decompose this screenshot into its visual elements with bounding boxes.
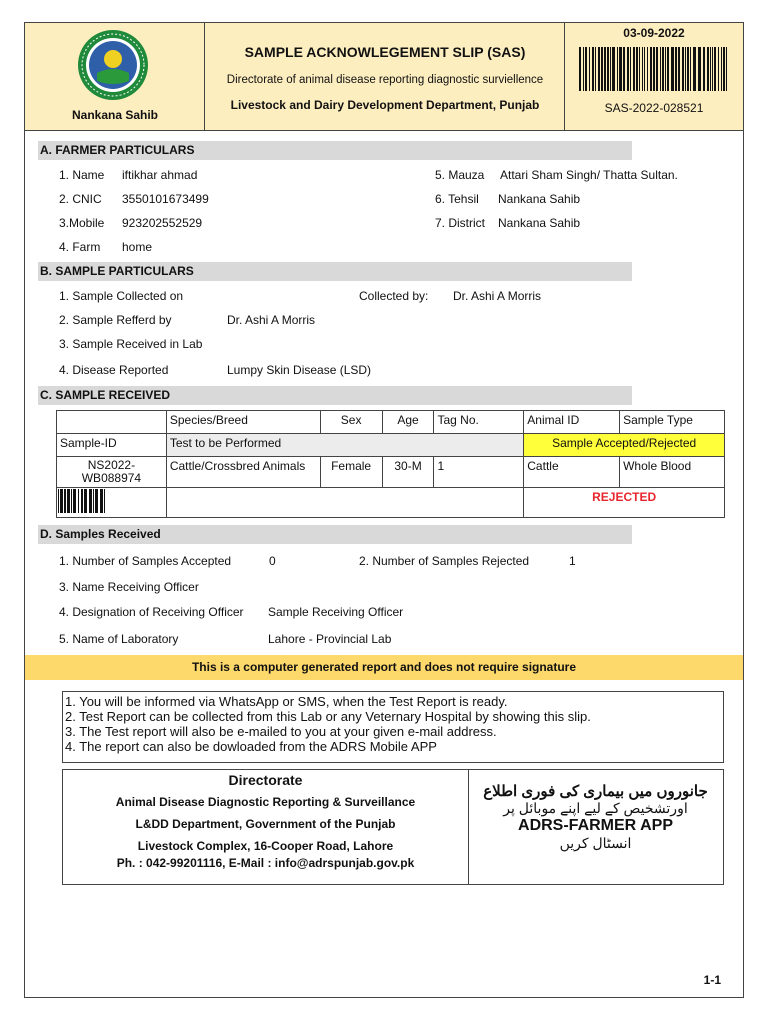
- directorate-line: L&DD Department, Government of the Punjab: [135, 817, 396, 831]
- rejected-label: 2. Number of Samples Rejected: [359, 554, 530, 568]
- slip-header: [25, 23, 743, 131]
- instruction-item: 2. Test Report can be collected from this Lab or any Veternary Hospital by showing this slip.: [65, 709, 591, 724]
- farmer-district-label: 7. District: [435, 216, 486, 230]
- farmer-name-label: 1. Name: [59, 168, 105, 182]
- sample-status: REJECTED: [524, 488, 725, 518]
- instruction-item: 1. You will be informed via WhatsApp or SMS, when the Test Report is ready.: [65, 694, 508, 709]
- lab-name: Lahore - Provincial Lab: [268, 632, 392, 646]
- col-sex: Sex: [320, 411, 382, 434]
- col-age: Age: [382, 411, 434, 434]
- collected-by-label: Collected by:: [359, 289, 429, 303]
- slip-number: SAS-2022-028521: [604, 101, 704, 115]
- acknowledgement-slip: [24, 22, 744, 998]
- species: Cattle/Crossbred Animals: [166, 457, 320, 488]
- page-number: 1-1: [703, 973, 721, 987]
- farmer-tehsil: Nankana Sahib: [498, 192, 581, 206]
- table-subheader-row: [57, 434, 725, 457]
- department-logo: [77, 29, 149, 101]
- farmer-section-heading: A. FARMER PARTICULARS: [38, 141, 632, 160]
- col-animal-id: Animal ID: [524, 411, 620, 434]
- animal-id: Cattle: [524, 457, 620, 488]
- farmer-mobile-label: 3.Mobile: [59, 216, 105, 230]
- computer-generated-notice: This is a computer generated report and does not require signature: [25, 655, 743, 680]
- directorate-title: Directorate: [228, 772, 303, 788]
- footer-box: [62, 769, 724, 885]
- table-header-row: [57, 411, 725, 434]
- urdu-line: اورتشخیص کے لیے اپنے موبائل پر: [503, 800, 688, 816]
- sex: Female: [320, 457, 382, 488]
- test-cell: [166, 488, 523, 518]
- farmer-mauza: Attari Sham Singh/ Thatta Sultan.: [500, 168, 678, 182]
- table-row: [57, 488, 725, 518]
- col-species: Species/Breed: [166, 411, 320, 434]
- barcode-icon: [579, 47, 729, 91]
- farmer-tehsil-label: 6. Tehsil: [435, 192, 479, 206]
- slip-title: SAMPLE ACKNOWLEGEMENT SLIP (SAS): [244, 44, 526, 60]
- lab-label: 5. Name of Laboratory: [59, 632, 179, 646]
- referred-by: Dr. Ashi A Morris: [227, 313, 316, 327]
- directorate-phone-email: Ph. : 042-99201116, E-Mail : info@adrspunjab.gov.pk: [116, 856, 415, 870]
- app-name: ADRS-FARMER APP: [518, 817, 673, 834]
- sample-received-table: [56, 410, 725, 518]
- header-title-cell: [205, 23, 565, 130]
- disease-reported: Lumpy Skin Disease (LSD): [227, 363, 372, 377]
- directorate-contact: [63, 770, 469, 884]
- summary-section-heading: D. Samples Received: [38, 525, 632, 544]
- app-promo: [468, 770, 723, 884]
- sample-id: NS2022-WB088974: [57, 457, 167, 488]
- header-barcode-cell: [565, 23, 743, 130]
- col-sample-id: Sample-ID: [57, 434, 167, 457]
- sample-section-heading: B. SAMPLE PARTICULARS: [38, 262, 632, 281]
- farmer-cnic-label: 2. CNIC: [59, 192, 102, 206]
- collected-by: Dr. Ashi A Morris: [453, 289, 542, 303]
- urdu-line: انسٹال کریں: [559, 835, 632, 851]
- received-section-heading: C. SAMPLE RECEIVED: [38, 386, 632, 405]
- farmer-name: iftikhar ahmad: [122, 168, 198, 182]
- age: 30-M: [382, 457, 434, 488]
- slip-date: 03-09-2022: [623, 26, 685, 40]
- col-test: Test to be Performed: [166, 434, 523, 457]
- officer-designation-label: 4. Designation of Receiving Officer: [59, 605, 244, 619]
- received-in-lab-label: 3. Sample Received in Lab: [59, 337, 203, 351]
- officer-designation: Sample Receiving Officer: [268, 605, 404, 619]
- referred-by-label: 2. Sample Refferd by: [59, 313, 172, 327]
- district-name: Nankana Sahib: [71, 108, 159, 122]
- slip-subtitle: Directorate of animal disease reporting diagnostic surviellence: [226, 74, 544, 86]
- officer-name-label: 3. Name Receiving Officer: [59, 580, 199, 594]
- urdu-line: جانوروں میں بیماری کی فوری اطلاع: [483, 783, 708, 800]
- farmer-farm: home: [122, 240, 153, 254]
- instruction-item: 3. The Test report will also be e-mailed to you at your given e-mail address.: [65, 724, 497, 739]
- directorate-address: Livestock Complex, 16-Cooper Road, Lahore: [137, 839, 394, 853]
- department-name: Livestock and Dairy Development Department, Punjab: [230, 98, 540, 112]
- farmer-farm-label: 4. Farm: [59, 240, 101, 254]
- disease-label: 4. Disease Reported: [59, 363, 169, 377]
- instructions-box: [62, 691, 724, 763]
- farmer-mobile: 923202552529: [122, 216, 203, 230]
- header-logo-cell: [25, 23, 205, 130]
- col-status: Sample Accepted/Rejected: [524, 434, 725, 457]
- sample-type: Whole Blood: [620, 457, 725, 488]
- instruction-item: 4. The report can also be dowloaded from the ADRS Mobile APP: [65, 739, 437, 754]
- barcode-icon: [58, 489, 108, 513]
- col-sample-type: Sample Type: [620, 411, 725, 434]
- table-row: [57, 457, 725, 488]
- farmer-district: Nankana Sahib: [498, 216, 581, 230]
- accepted-count: 0: [269, 554, 276, 568]
- farmer-mauza-label: 5. Mauza: [435, 168, 485, 182]
- col-tag: Tag No.: [434, 411, 524, 434]
- directorate-line: Animal Disease Diagnostic Reporting & Surveillance: [115, 795, 416, 809]
- collected-on-label: 1. Sample Collected on: [59, 289, 184, 303]
- tag-no: 1: [434, 457, 524, 488]
- farmer-cnic: 3550101673499: [122, 192, 209, 206]
- rejected-count: 1: [569, 554, 576, 568]
- accepted-label: 1. Number of Samples Accepted: [59, 554, 232, 568]
- empty-header-cell: [57, 411, 167, 434]
- sample-barcode-cell: [57, 488, 167, 518]
